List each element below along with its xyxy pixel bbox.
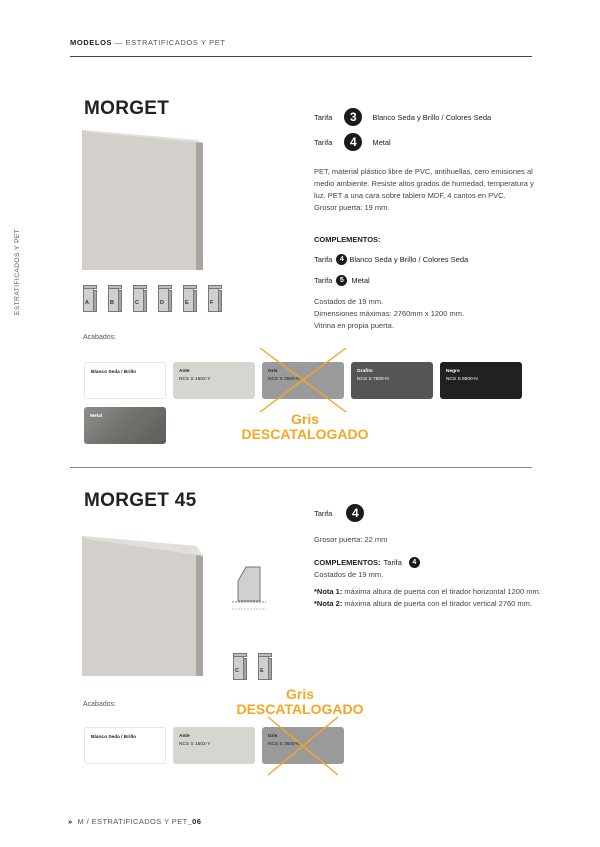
swatch-metal: Metal (84, 407, 166, 444)
model-title-morget45: MORGET 45 (84, 490, 197, 511)
complementos-title: COMPLEMENTOS: (314, 235, 381, 244)
page-footer: » M / ESTRATIFICADOS Y PET_06 (68, 817, 202, 826)
costados-morget45: Costados de 19 mm. (314, 570, 384, 579)
profile-d: D (158, 284, 173, 312)
discontinued-cross-icon (250, 346, 356, 414)
swatch-blanco-seda-45: Blanco Seda / Brillo (84, 727, 166, 764)
tarifa-badge: 4 (336, 254, 347, 265)
door-image-morget (82, 130, 204, 270)
acabados-label-45: Acabados: (83, 701, 117, 708)
profile-c: C (233, 652, 248, 680)
tarifa-badge: 4 (344, 133, 362, 151)
swatch-grafito: Grafito NCS S 7500-N (351, 362, 433, 399)
swatch-gris-45: Gris NCS S 3500-N (262, 727, 344, 764)
edge-profiles-morget45 (233, 652, 278, 684)
swatch-ante-45: Ante NCS S 1502-Y (173, 727, 255, 764)
side-label: ESTRATIFICADOS Y PET (14, 228, 21, 315)
notes-morget45: *Nota 1: máxima altura de puerta con el tirador horizontal 1200 mm. *Nota 2: máxima altura de puerta con el tirador vertical 2760 mm. (314, 587, 541, 608)
discontinued-cross-icon-45 (262, 715, 344, 777)
header-divider (70, 56, 532, 57)
door-image-morget45 (82, 536, 204, 676)
acabados-label: Acabados: (83, 334, 117, 341)
profile-c: C (133, 284, 148, 312)
swatch-ante: Ante NCS S 1502-Y (173, 362, 255, 399)
page-header: MODELOS — ESTRATIFICADOS Y PET (70, 38, 226, 47)
tarifa-badge: 5 (336, 275, 347, 286)
bevel-profile-icon (230, 565, 270, 615)
notes-morget: Costados de 19 mm. Dimensiones máximas: 2760mm x 1200 mm. Vitrina en propia puerta. (314, 297, 465, 330)
swatch-negro: Negro NCS S 8500-N (440, 362, 522, 399)
profile-a: A (83, 284, 98, 312)
swatch-blanco-seda: Blanco Seda / Brillo (84, 362, 166, 399)
profile-e: E (258, 652, 273, 680)
grosor-morget45: Grosor puerta: 22 mm (314, 535, 388, 544)
header-subsection: ESTRATIFICADOS Y PET (125, 38, 226, 47)
complementos-row-morget45: COMPLEMENTOS: Tarifa 4 (314, 557, 420, 568)
edge-profiles-morget (83, 284, 233, 316)
model-title-morget: MORGET (84, 98, 170, 119)
profile-e: E (183, 284, 198, 312)
footer-arrows-icon: » (68, 817, 73, 826)
page-number: _06 (187, 817, 202, 826)
swatch-gris: Gris NCS S 3500-N (262, 362, 344, 399)
tarifa-row-morget45: Tarifa 4 (314, 504, 364, 522)
header-section: MODELOS (70, 38, 113, 47)
complemento-row-5: Tarifa 5 Metal (314, 276, 370, 285)
tarifa-badge: 4 (346, 504, 364, 522)
tarifa-badge: 4 (409, 557, 420, 568)
discontinued-label: Gris DESCATALOGADO (241, 411, 369, 442)
section-divider (70, 467, 532, 468)
profile-b: B (108, 284, 123, 312)
tarifa-badge: 3 (344, 108, 362, 126)
profile-f: F (208, 284, 223, 312)
tarifa-row-3: Tarifa 3 Blanco Seda y Brillo / Colores Seda (314, 110, 492, 124)
description-morget: PET, material plástico libre de PVC, antihuellas, cero emisiones al medio ambiente. Resiste altos grados de humedad, temperatura y luz. PET a una cara sobre tablero MDF, 4 cantos en PVC. Grosor puerta: 19 mm. (314, 167, 534, 212)
complemento-row-4: Tarifa 4 Blanco Seda y Brillo / Colores Seda (314, 255, 469, 264)
discontinued-label-45: Gris DESCATALOGADO (236, 686, 364, 717)
tarifa-row-4: Tarifa 4 Metal (314, 135, 391, 149)
